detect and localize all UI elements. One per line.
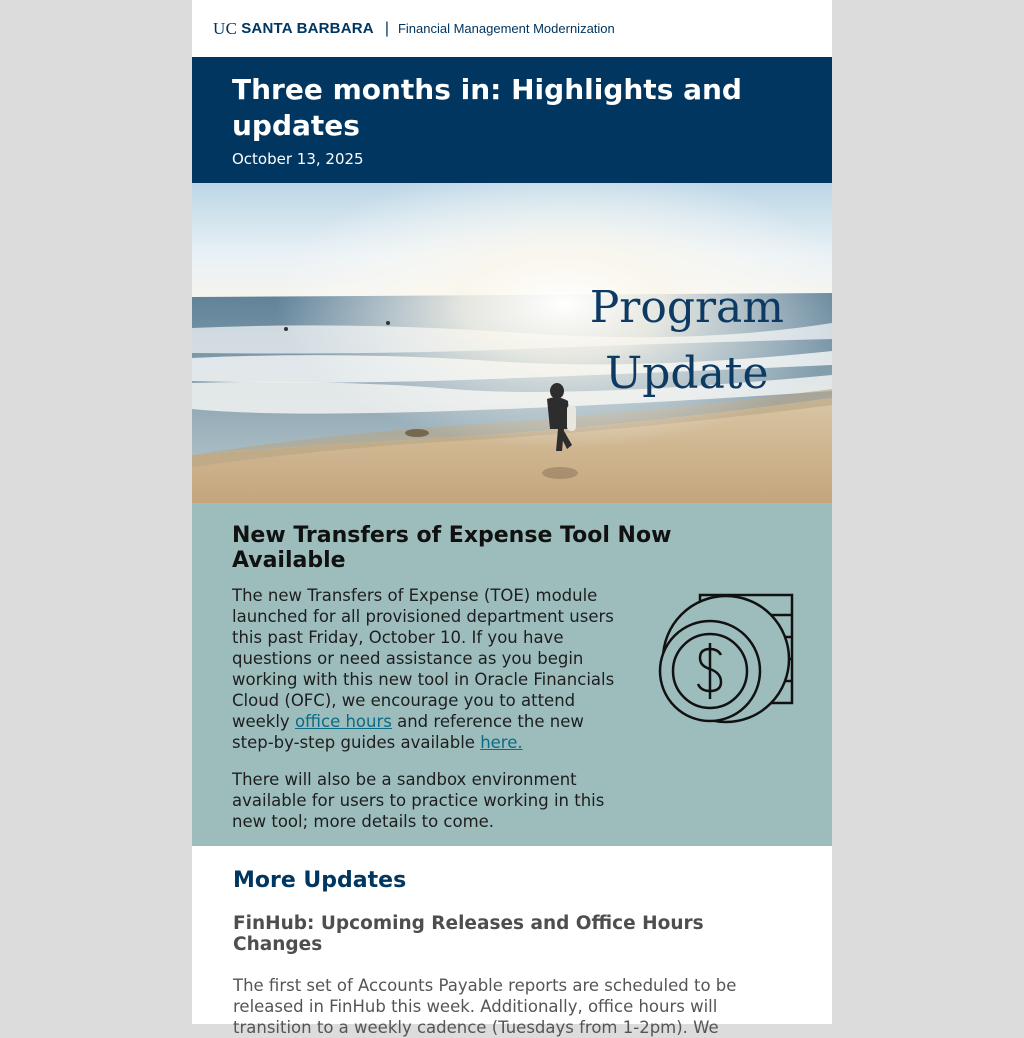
office-hours-link[interactable]: office hours	[294, 712, 392, 731]
feature-paragraph-2: There will also be a sandbox environment available for users to practice working in this new tool; more details to come.	[232, 770, 605, 831]
page-title: Three months in: Highlights and updates	[232, 73, 742, 142]
unit-name: Financial Management Modernization	[397, 21, 615, 36]
feature-section	[192, 503, 832, 846]
logo-santa-barbara: SANTA BARBARA	[241, 20, 374, 37]
finhub-paragraph: The first set of Accounts Payable reports are scheduled to be released in FinHub this week. Additionally, office hours will transition to a weekly cadence (Tuesdays from 1-2pm). We	[233, 976, 737, 1037]
email-page	[192, 0, 832, 1037]
more-updates-heading: More Updates	[233, 868, 407, 893]
feature-text-intro: The new Transfers of Expense (TOE) module launched for all provisioned department users this past Friday, October 10. If you have questions or need assistance as you begin working with this new tool in Oracle Financials Cloud (OFC), we encourage you to attend weekly	[232, 586, 615, 731]
finhub-subheading: FinHub: Upcoming Releases and Office Hours Changes	[233, 913, 704, 955]
feature-heading: New Transfers of Expense Tool Now Available	[232, 523, 672, 573]
hero-headline	[590, 275, 784, 407]
more-updates-section	[192, 846, 832, 1038]
guides-here-link[interactable]: here.	[480, 733, 523, 752]
hero-line-1: Program	[589, 282, 784, 333]
feature-text-middle: and reference the new step-by-step guides available	[232, 712, 584, 752]
hero-image	[192, 183, 832, 503]
hero-line-2: Update	[605, 348, 769, 399]
publish-date: October 13, 2025	[232, 150, 364, 168]
header-logo-bar	[192, 0, 832, 57]
logo-uc: UC	[213, 18, 238, 38]
title-band	[192, 57, 832, 183]
dollar-coin-document-icon	[658, 593, 794, 725]
feature-body	[232, 585, 620, 848]
feature-paragraph-1	[232, 585, 620, 753]
logo-separator: |	[384, 19, 389, 37]
